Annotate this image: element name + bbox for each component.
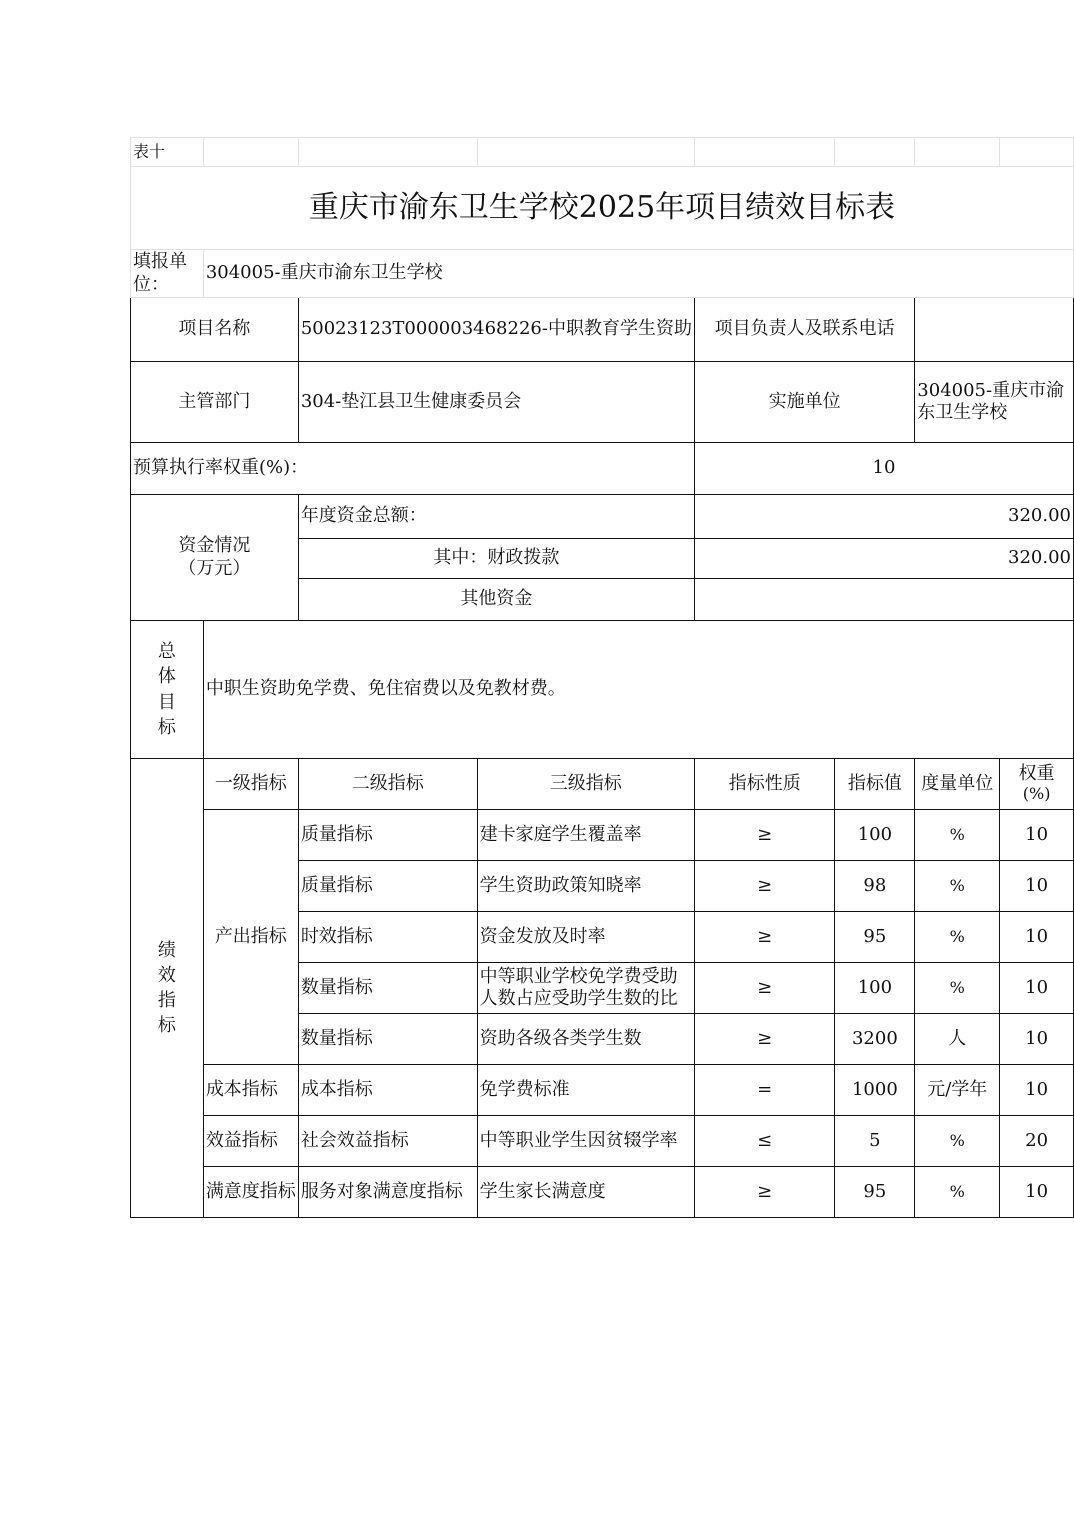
level2-cell: 数量指标 bbox=[298, 963, 477, 1014]
unit-cell: 人 bbox=[915, 1014, 1000, 1065]
weight-cell: 10 bbox=[1000, 1065, 1074, 1116]
nature-cell: ≥ bbox=[694, 912, 835, 963]
performance-target-table bbox=[130, 137, 1074, 1218]
value-cell: 95 bbox=[835, 912, 915, 963]
indicators-section-text: 绩效指标 bbox=[157, 939, 176, 1037]
nature-cell: ≥ bbox=[694, 963, 835, 1014]
level3-cell: 学生家长满意度 bbox=[477, 1167, 694, 1218]
table-row bbox=[131, 1167, 1074, 1218]
value-cell: 3200 bbox=[835, 1014, 915, 1065]
table-row bbox=[131, 1116, 1074, 1167]
table-row bbox=[131, 1065, 1074, 1116]
value-cell: 95 bbox=[835, 1167, 915, 1218]
unit-cell: % bbox=[915, 810, 1000, 861]
weight-cell: 10 bbox=[1000, 963, 1074, 1014]
header-level1: 一级指标 bbox=[203, 759, 298, 810]
nature-cell: ≥ bbox=[694, 810, 835, 861]
filler-label: 填报单位： bbox=[131, 250, 204, 298]
header-level2: 二级指标 bbox=[298, 759, 477, 810]
overall-goal-label bbox=[131, 621, 204, 759]
table-row bbox=[131, 810, 1074, 861]
header-level3: 三级指标 bbox=[477, 759, 694, 810]
level1-output: 产出指标 bbox=[203, 810, 298, 1065]
funds-fiscal-label: 其中：财政拨款 bbox=[298, 539, 694, 579]
level3-cell: 中等职业学生因贫辍学率 bbox=[477, 1116, 694, 1167]
unit-cell: 元/学年 bbox=[915, 1065, 1000, 1116]
level2-cell: 成本指标 bbox=[298, 1065, 477, 1116]
level3-cell: 资金发放及时率 bbox=[477, 912, 694, 963]
project-leader-value bbox=[915, 298, 1074, 362]
funds-other-value bbox=[694, 579, 1073, 621]
funds-label bbox=[131, 495, 299, 621]
nature-cell: ≥ bbox=[694, 1167, 835, 1218]
unit-cell: % bbox=[915, 963, 1000, 1014]
overall-goal-label-text: 总体目标 bbox=[157, 641, 176, 738]
unit-cell: % bbox=[915, 1116, 1000, 1167]
impl-unit-label: 实施单位 bbox=[694, 362, 914, 443]
level2-cell: 社会效益指标 bbox=[298, 1116, 477, 1167]
level2-cell: 质量指标 bbox=[298, 810, 477, 861]
performance-target-sheet bbox=[130, 137, 1074, 1218]
filler-value: 304005-重庆市渝东卫生学校 bbox=[203, 250, 1073, 298]
value-cell: 98 bbox=[835, 861, 915, 912]
impl-unit-value: 304005-重庆市渝东卫生学校 bbox=[915, 362, 1074, 443]
level3-cell: 免学费标准 bbox=[477, 1065, 694, 1116]
budget-weight-label: 预算执行率权重(%)： bbox=[131, 443, 695, 495]
overall-goal-text: 中职生资助免学费、免住宿费以及免教材费。 bbox=[203, 621, 1073, 759]
header-unit: 度量单位 bbox=[915, 759, 1000, 810]
funds-fiscal-value: 320.00 bbox=[694, 539, 1073, 579]
weight-cell: 10 bbox=[1000, 1014, 1074, 1065]
dept-value: 304-垫江县卫生健康委员会 bbox=[298, 362, 694, 443]
nature-cell: ≥ bbox=[694, 1014, 835, 1065]
funds-other-label: 其他资金 bbox=[298, 579, 694, 621]
project-name-label: 项目名称 bbox=[131, 298, 299, 362]
header-value: 指标值 bbox=[835, 759, 915, 810]
nature-cell: = bbox=[694, 1065, 835, 1116]
weight-cell: 10 bbox=[1000, 810, 1074, 861]
level3-cell: 中等职业学校免学费受助人数占应受助学生数的比 bbox=[477, 963, 694, 1014]
level3-cell: 学生资助政策知晓率 bbox=[477, 861, 694, 912]
level2-cell: 服务对象满意度指标 bbox=[298, 1167, 477, 1218]
weight-cell: 10 bbox=[1000, 861, 1074, 912]
weight-cell: 20 bbox=[1000, 1116, 1074, 1167]
funds-label-line1: 资金情况 bbox=[178, 535, 251, 556]
value-cell: 100 bbox=[835, 810, 915, 861]
level2-cell: 时效指标 bbox=[298, 912, 477, 963]
value-cell: 5 bbox=[835, 1116, 915, 1167]
indicator-header-row bbox=[131, 759, 1074, 810]
project-name-value: 50023123T000003468226-中职教育学生资助 bbox=[298, 298, 694, 362]
value-cell: 100 bbox=[835, 963, 915, 1014]
value-cell: 1000 bbox=[835, 1065, 915, 1116]
level2-cell: 质量指标 bbox=[298, 861, 477, 912]
level3-cell: 建卡家庭学生覆盖率 bbox=[477, 810, 694, 861]
project-leader-label: 项目负责人及联系电话 bbox=[694, 298, 914, 362]
nature-cell: ≥ bbox=[694, 861, 835, 912]
funds-total-value: 320.00 bbox=[694, 495, 1073, 539]
dept-label: 主管部门 bbox=[131, 362, 299, 443]
funds-label-line2: （万元） bbox=[178, 557, 251, 579]
sheet-label: 表十 bbox=[131, 138, 204, 167]
weight-cell: 10 bbox=[1000, 1167, 1074, 1218]
indicators-section-label bbox=[131, 759, 204, 1218]
header-weight-line2: (%) bbox=[1022, 784, 1051, 804]
header-weight bbox=[1000, 759, 1074, 810]
unit-cell: % bbox=[915, 861, 1000, 912]
unit-cell: % bbox=[915, 912, 1000, 963]
nature-cell: ≤ bbox=[694, 1116, 835, 1167]
header-nature: 指标性质 bbox=[694, 759, 835, 810]
funds-total-label: 年度资金总额： bbox=[298, 495, 694, 539]
unit-cell: % bbox=[915, 1167, 1000, 1218]
level1-satisfaction: 满意度指标 bbox=[203, 1167, 298, 1218]
page-title: 重庆市渝东卫生学校2025年项目绩效目标表 bbox=[131, 167, 1074, 250]
level3-cell: 资助各级各类学生数 bbox=[477, 1014, 694, 1065]
level1-cost: 成本指标 bbox=[203, 1065, 298, 1116]
level1-benefit: 效益指标 bbox=[203, 1116, 298, 1167]
level2-cell: 数量指标 bbox=[298, 1014, 477, 1065]
budget-weight-value: 10 bbox=[694, 443, 1073, 495]
header-weight-line1: 权重 bbox=[1018, 763, 1055, 785]
weight-cell: 10 bbox=[1000, 912, 1074, 963]
